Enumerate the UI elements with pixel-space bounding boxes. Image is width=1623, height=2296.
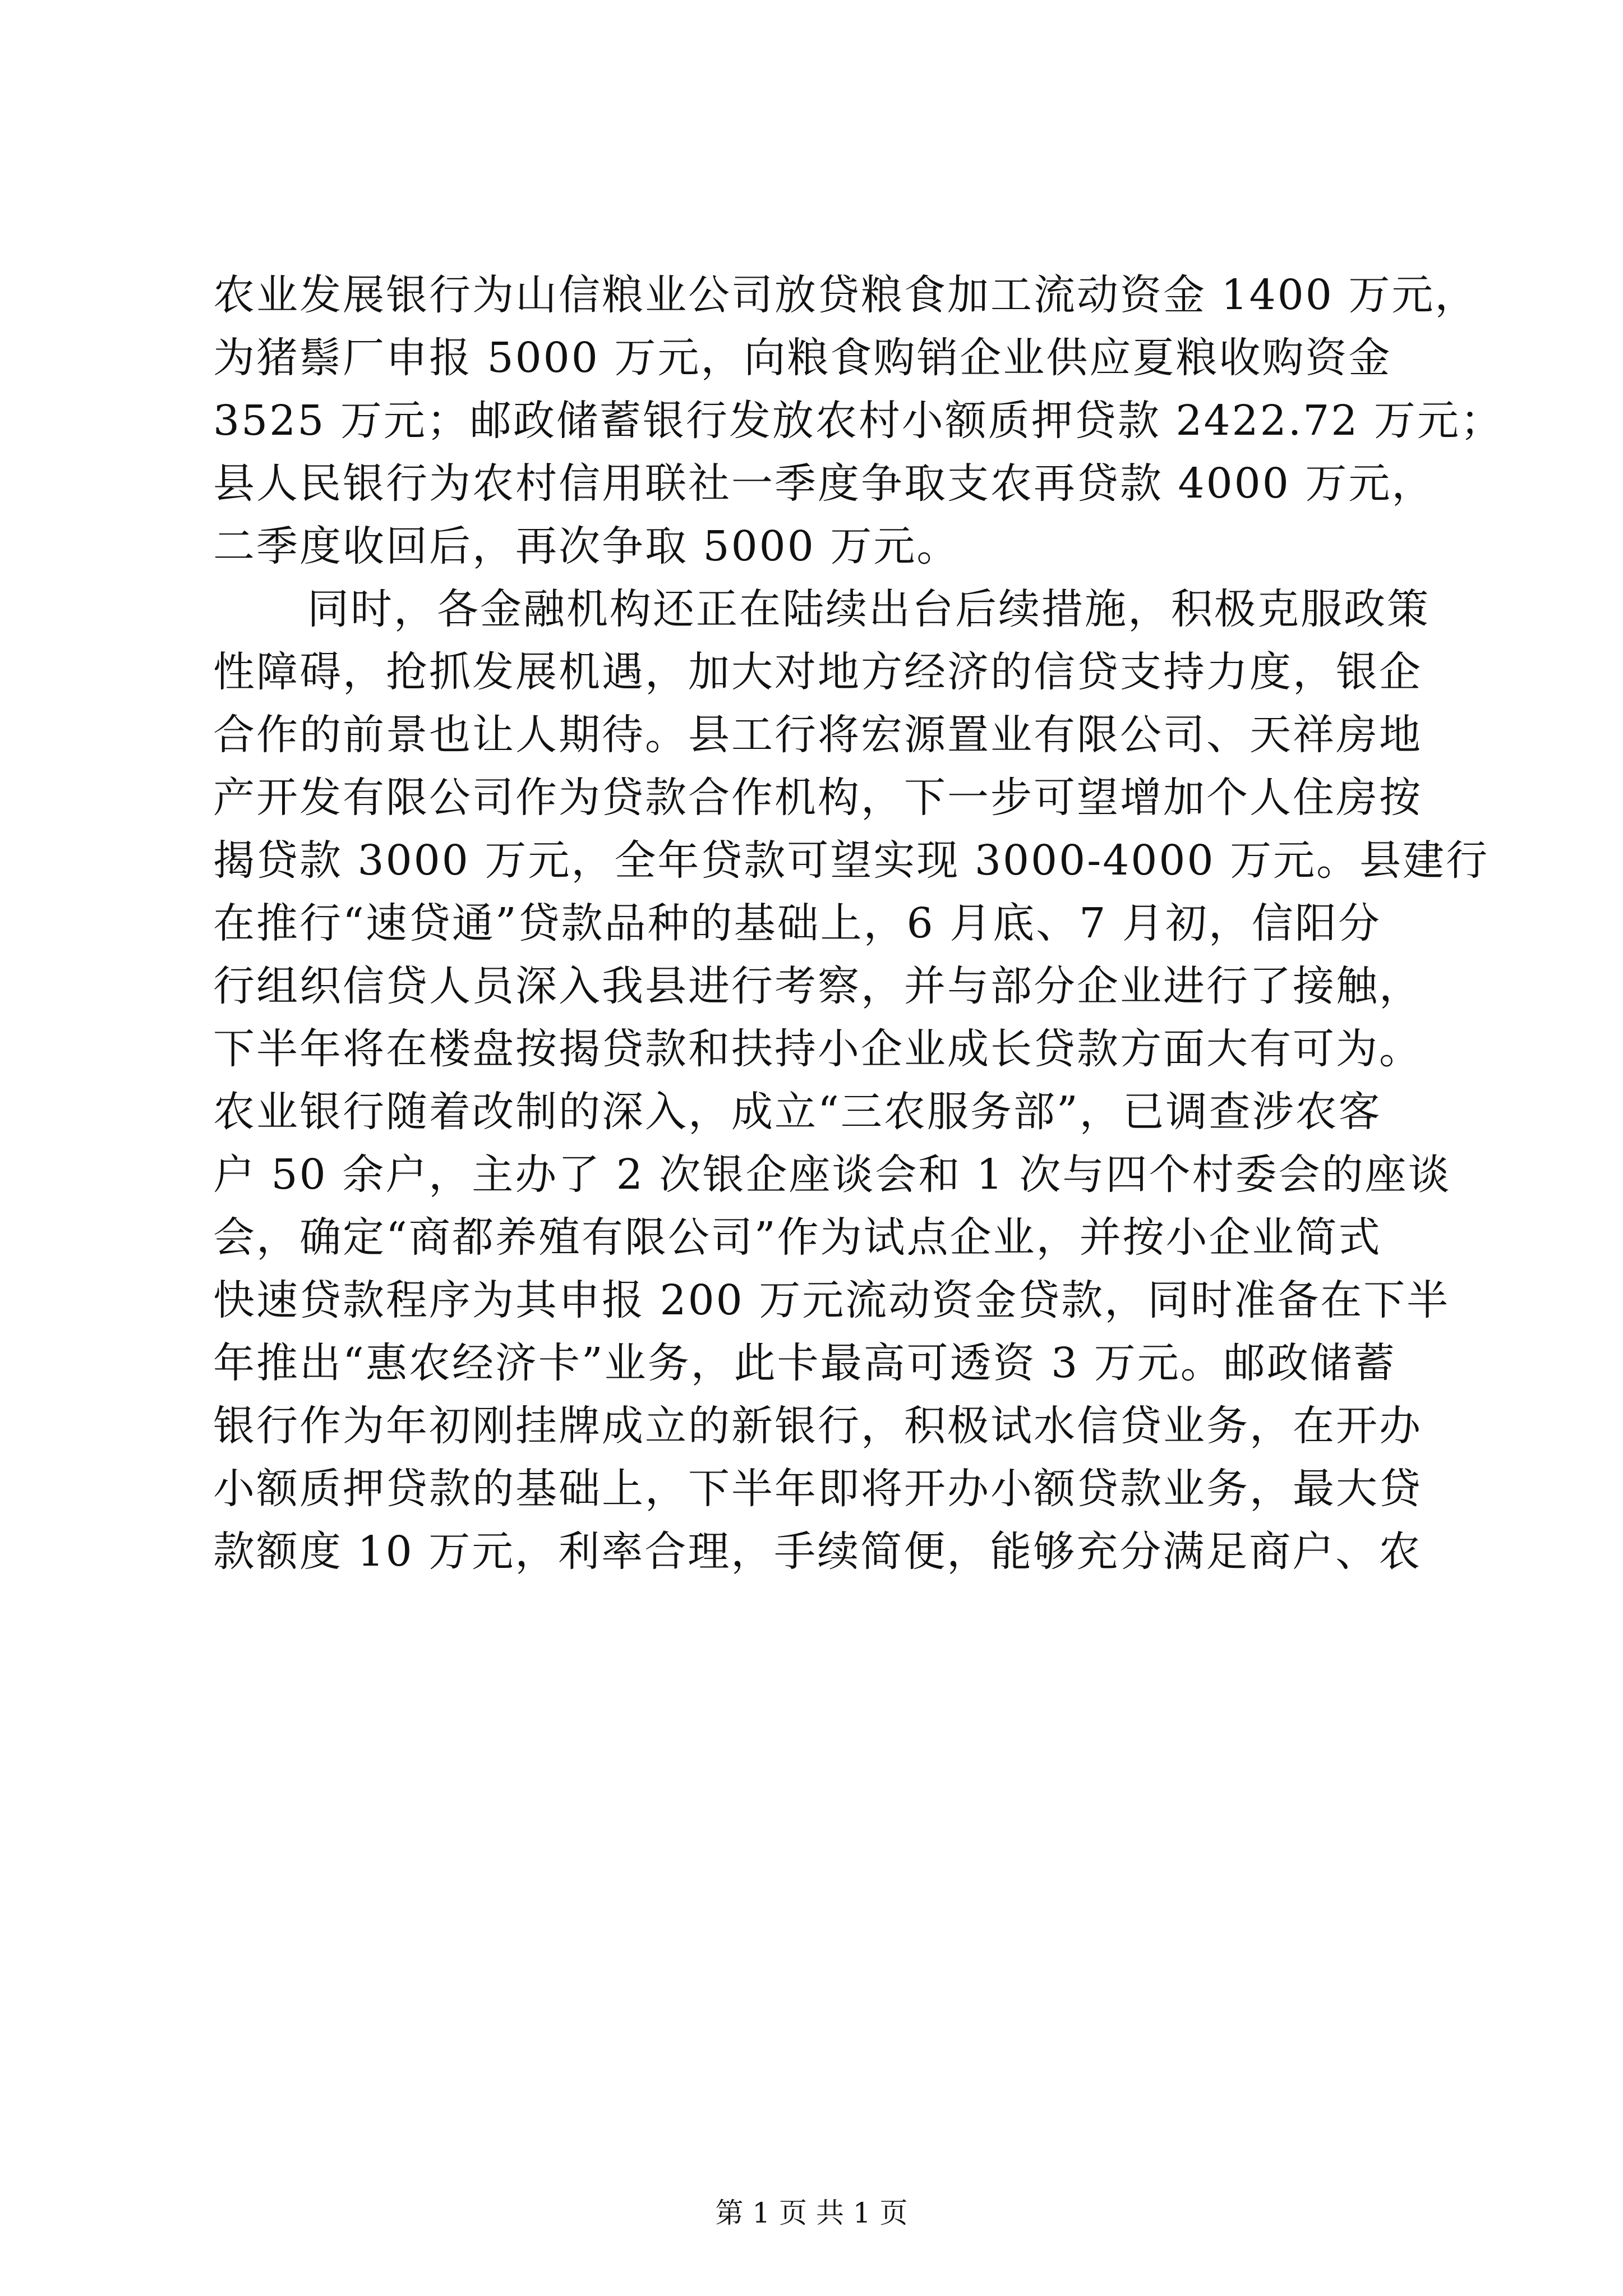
text-line: 二季度收回后，再次争取 5000 万元。 — [213, 522, 960, 570]
text-line: 款额度 10 万元，利率合理，手续简便，能够充分满足商户、农 — [213, 1527, 1422, 1576]
paragraph-start-line: 同时，各金融机构还正在陆续出台后续措施，积极克服政策 — [307, 585, 1430, 633]
text-line: 快速贷款程序为其申报 200 万元流动资金贷款，同时准备在下半 — [213, 1276, 1450, 1324]
text-line: 在推行“速贷通”贷款品种的基础上，6 月底、7 月初，信阳分 — [213, 899, 1381, 947]
text-line: 合作的前景也让人期待。县工行将宏源置业有限公司、天祥房地 — [213, 711, 1422, 759]
page-number: 第 1 页 共 1 页 — [715, 2197, 908, 2229]
text-line: 为猪鬃厂申报 5000 万元，向粮食购销企业供应夏粮收购资金 — [213, 334, 1392, 382]
text-line: 性障碍，抢抓发展机遇，加大对地方经济的信贷支持力度，银企 — [213, 648, 1422, 696]
text-line: 农业银行随着改制的深入，成立“三农服务部”，已调查涉农客 — [213, 1088, 1382, 1136]
text-line: 户 50 余户，主办了 2 次银企座谈会和 1 次与四个村委会的座谈 — [213, 1151, 1451, 1199]
text-line: 农业发展银行为山信粮业公司放贷粮食加工流动资金 1400 万元， — [213, 271, 1478, 319]
body-text — [213, 264, 1504, 1583]
text-line: 下半年将在楼盘按揭贷款和扶持小企业成长贷款方面大有可为。 — [213, 1025, 1422, 1073]
text-line: 银行作为年初刚挂牌成立的新银行，积极试水信贷业务，在开办 — [213, 1402, 1422, 1450]
text-line: 小额质押贷款的基础上，下半年即将开办小额贷款业务，最大贷 — [213, 1465, 1422, 1513]
text-line: 会，确定“商都养殖有限公司”作为试点企业，并按小企业简式 — [213, 1213, 1382, 1262]
text-line: 县人民银行为农村信用联社一季度争取支农再贷款 4000 万元， — [213, 459, 1435, 508]
text-line: 年推出“惠农经济卡”业务，此卡最高可透资 3 万元。邮政储蓄 — [213, 1339, 1396, 1387]
text-line: 揭贷款 3000 万元，全年贷款可望实现 3000-4000 万元。县建行 — [213, 836, 1490, 885]
page-footer — [0, 2196, 1623, 2230]
text-line: 3525 万元；邮政储蓄银行发放农村小额质押贷款 2422.72 万元； — [213, 397, 1504, 445]
text-line: 产开发有限公司作为贷款合作机构，下一步可望增加个人住房按 — [213, 774, 1422, 822]
text-line: 行组织信贷人员深入我县进行考察，并与部分企业进行了接触， — [213, 962, 1422, 1010]
